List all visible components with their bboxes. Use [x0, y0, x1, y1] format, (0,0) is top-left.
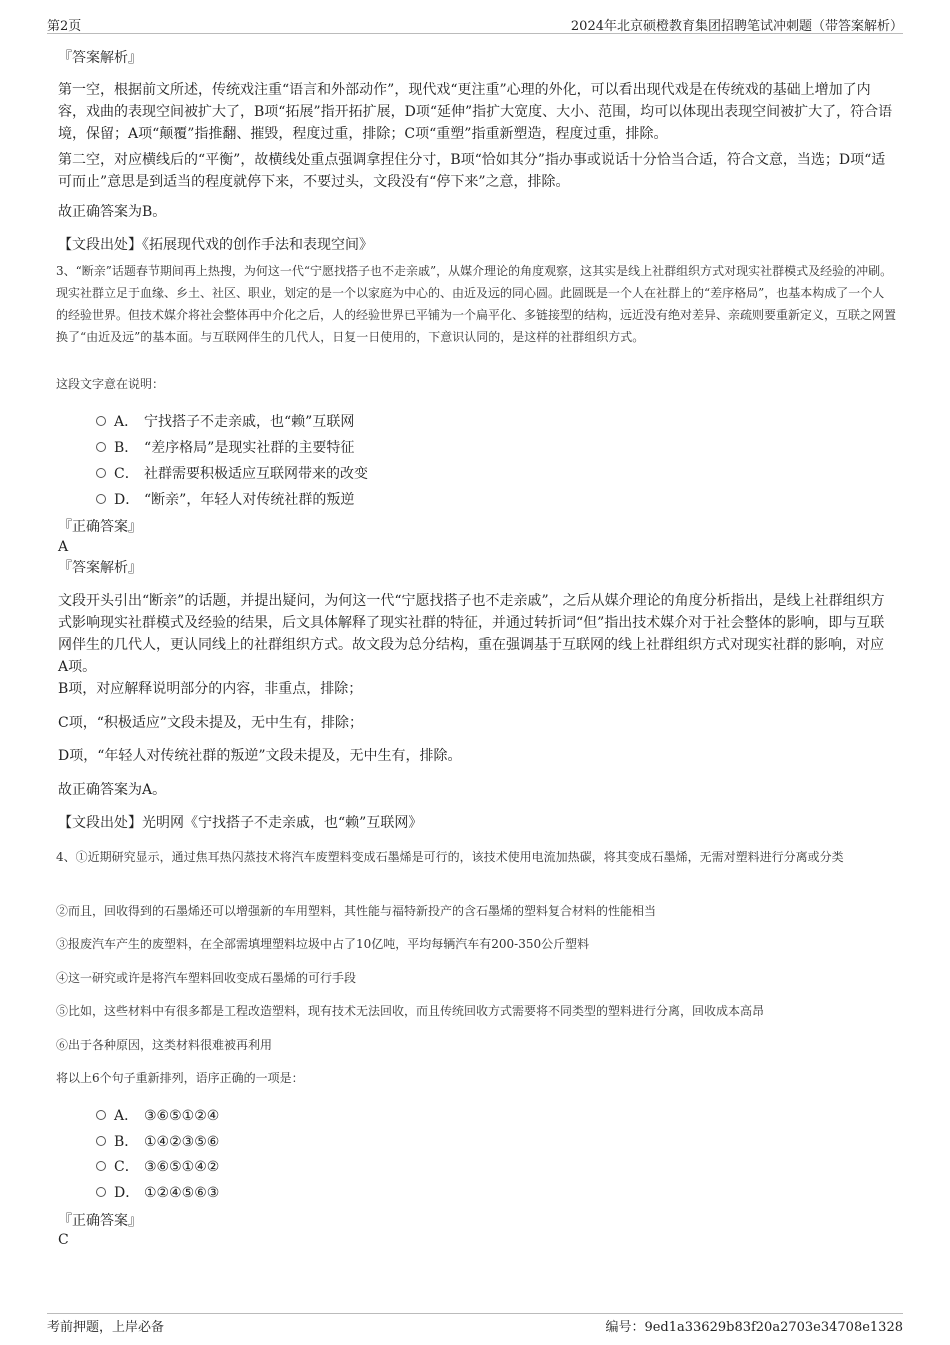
q2-analysis-para2: 第二空，对应横线后的“平衡”，故横线处重点强调拿捏住分寸，B项“恰如其分”指办事或说话十分恰当合适，符合文意，当选；D项“适可而止”意思是到适当的程度就停下来，不要过头，文段没有“停下来”之意，排除。 [58, 152, 886, 190]
radio-icon[interactable] [96, 468, 106, 478]
q4-answer: C [58, 1232, 69, 1248]
q3-note-b: B项，对应解释说明部分的内容，非重点，排除； [58, 681, 363, 697]
radio-icon[interactable] [96, 416, 106, 426]
q3-analysis-label: 『答案解析』 [58, 560, 142, 576]
q2-analysis-para1: 第一空，根据前文所述，传统戏注重“语言和外部动作”，现代戏“更注重”心理的外化，可以看出现代戏是在传统戏的基础上增加了内容，戏曲的表现空间被扩大了，B项“拓展”指开拓扩展，D项“延伸”指扩大宽度、大小、范围，均可以体现出表现空间被扩大了，符合语境，保留；A项“颠覆”指推翻、摧毁，程度过重，排除；C项“重塑”指重新塑造，程度过重，排除。 [58, 82, 893, 142]
document-title: 2024年北京硕橙教育集团招聘笔试冲刺题（带答案解析） [570, 19, 903, 34]
q2-conclusion: 故正确答案为B。 [58, 204, 167, 220]
q4-sentence-3: ③报废汽车产生的废塑料，在全部需填埋塑料垃圾中占了10亿吨，平均每辆汽车有200-350公斤塑料 [56, 937, 590, 951]
q4-option-b[interactable]: B． ①④②③⑤⑥ [96, 1131, 219, 1153]
q3-answer-label: 『正确答案』 [58, 519, 142, 535]
q4-sentence-5: ⑤比如，这些材料中有很多都是工程改造塑料，现有技术无法回收，而且传统回收方式需要将不同类型的塑料进行分离，回收成本高昂 [56, 1004, 765, 1018]
q3-question: 这段文字意在说明： [56, 377, 165, 391]
page-header [47, 13, 903, 34]
q3-option-d[interactable]: D． “断亲”，年轻人对传统社群的叛逆 [96, 489, 354, 511]
radio-icon[interactable] [96, 1187, 106, 1197]
q3-source: 【文段出处】光明网《宁找搭子不走亲戚，也“赖”互联网》 [58, 815, 423, 831]
q3-option-b[interactable]: B． “差序格局”是现实社群的主要特征 [96, 437, 354, 459]
radio-icon[interactable] [96, 442, 106, 452]
q2-analysis-label: 『答案解析』 [58, 50, 142, 66]
page-footer [47, 1313, 903, 1334]
q4-option-d[interactable]: D． ①②④⑤⑥③ [96, 1182, 219, 1204]
footer-slogan: 考前押题，上岸必备 [47, 1320, 165, 1335]
radio-icon[interactable] [96, 1136, 106, 1146]
q4-answer-label: 『正确答案』 [58, 1213, 142, 1229]
q3-stem: 3、“断亲”话题春节期间再上热搜，为何这一代“宁愿找搭子也不走亲戚”，从媒介理论的角度观察，这其实是线上社群组织方式对现实社群模式及经验的冲刷。现实社群立足于血缘、乡土、社区、职业，划定的是一个以家庭为中心的、由近及远的同心圆。此圆既是一个人在社群上的“差序格局”，也基本构成了一个人的经验世界。但技术媒介将社会整体再中介化之后，人的经验世界已平铺为一个扁平化、多链接型的结构，远近没有绝对差异、亲疏则要重新定义，互联之网置换了“由近及远”的基本面。与互联网伴生的几代人，日复一日使用的，下意识认同的，是这样的社群组织方式。 [56, 264, 897, 344]
radio-icon[interactable] [96, 1110, 106, 1120]
q4-sentence-4: ④这一研究或许是将汽车塑料回收变成石墨烯的可行手段 [56, 971, 357, 985]
q4-option-a[interactable]: A． ③⑥⑤①②④ [96, 1105, 219, 1127]
q4-sentence-2: ②而且，回收得到的石墨烯还可以增强新的车用塑料，其性能与福特新投产的含石墨烯的塑料复合材料的性能相当 [56, 904, 657, 918]
q3-conclusion: 故正确答案为A。 [58, 782, 167, 798]
q3-analysis: 文段开头引出“断亲”的话题，并提出疑问，为何这一代“宁愿找搭子也不走亲戚”，之后从媒介理论的角度分析指出，是线上社群组织方式影响现实社群模式及经验的结果，后文具体解释了现实社群的特征，并通过转折词“但”指出技术媒介对于社会整体的影响，即与互联网伴生的几代人，更认同线上的社群组织方式。故文段为总分结构，重在强调基于互联网的线上社群组织方式对现实社群的影响，对应A项。 [58, 593, 885, 675]
q3-option-a[interactable]: A． 宁找搭子不走亲戚，也“赖”互联网 [96, 411, 354, 433]
page-number: 第2页 [47, 19, 82, 34]
q4-sentence-6: ⑥出于各种原因，这类材料很难被再利用 [56, 1038, 273, 1052]
q2-source: 【文段出处】《拓展现代戏的创作手法和表现空间》 [58, 237, 373, 253]
q3-note-d: D项，“年轻人对传统社群的叛逆”文段未提及，无中生有，排除。 [58, 748, 462, 764]
q3-option-c[interactable]: C． 社群需要积极适应互联网带来的改变 [96, 463, 368, 485]
q3-note-c: C项，“积极适应”文段未提及，无中生有，排除； [58, 715, 364, 731]
q3-answer: A [58, 539, 69, 555]
radio-icon[interactable] [96, 1161, 106, 1171]
q4-option-c[interactable]: C． ③⑥⑤①④② [96, 1156, 219, 1178]
radio-icon[interactable] [96, 494, 106, 504]
document-code: 编号：9ed1a33629b83f20a2703e34708e1328 [605, 1320, 903, 1335]
q4-question: 将以上6个句子重新排列，语序正确的一项是： [56, 1071, 304, 1085]
q4-sentence-1: 4、①近期研究显示，通过焦耳热闪蒸技术将汽车废塑料变成石墨烯是可行的，该技术使用电流加热碳，将其变成石墨烯，无需对塑料进行分离或分类 [56, 850, 844, 864]
